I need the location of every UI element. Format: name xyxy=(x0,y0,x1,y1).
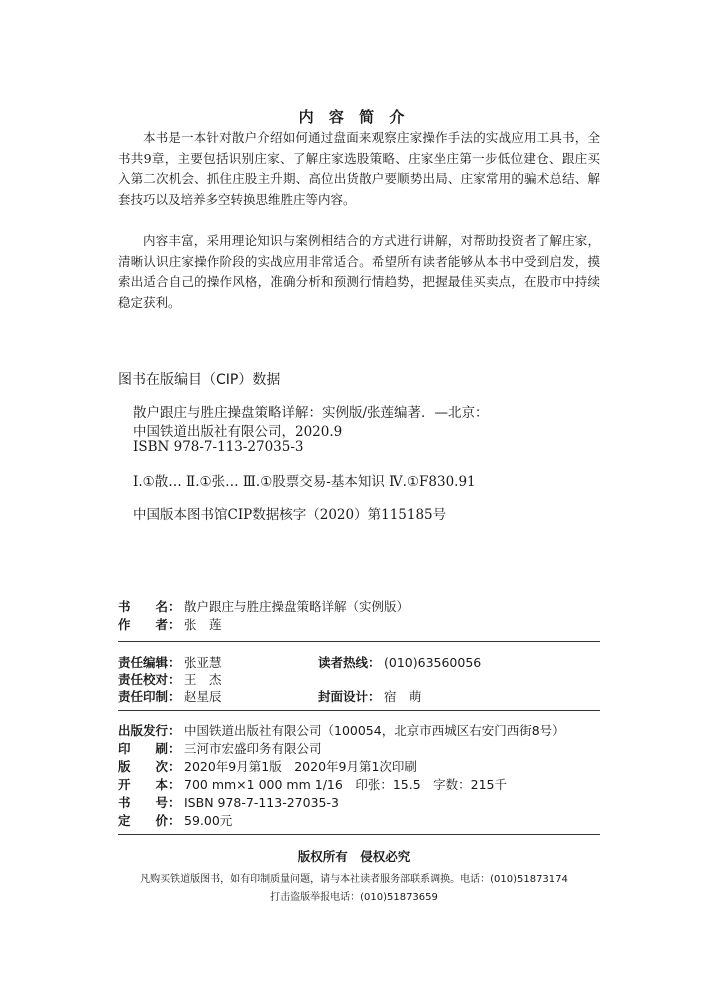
cover-design-value: 宿 萌 xyxy=(384,689,422,704)
editor-value: 张亚慧 xyxy=(184,655,222,670)
summary-title: 内 容 简 介 xyxy=(298,108,410,126)
book-title-value: 散户跟庄与胜庄操盘策略详解（实例版） xyxy=(184,599,410,614)
cip-line-cip-number: 中国版本图书馆CIP数据核字（2020）第115185号 xyxy=(133,507,447,523)
printer-row xyxy=(118,739,322,757)
book-author-label: 作 者： xyxy=(118,617,181,632)
publisher-row xyxy=(118,721,565,739)
divider-1 xyxy=(118,641,600,642)
printer-label: 印 刷： xyxy=(118,741,181,756)
format-label: 开 本： xyxy=(118,777,181,792)
printer-value: 三河市宏盛印务有限公司 xyxy=(184,741,322,756)
hotline-label: 读者热线： xyxy=(318,655,381,670)
print-supervisor-label: 责任印制： xyxy=(118,689,181,704)
edition-value: 2020年9月第1版 2020年9月第1次印刷 xyxy=(184,759,417,774)
cip-title: 图书在版编目（CIP）数据 xyxy=(118,372,281,388)
book-title-label: 书 名： xyxy=(118,599,181,614)
price-value: 59.00元 xyxy=(184,813,233,828)
isbn-row xyxy=(118,793,339,811)
cip-line-classification: Ⅰ.①散… Ⅱ.①张… Ⅲ.①股票交易-基本知识 Ⅳ.①F830.91 xyxy=(133,474,476,490)
format-value: 700 mm×1 000 mm 1/16 印张：15.5 字数：215千 xyxy=(184,777,508,792)
divider-2 xyxy=(118,710,600,711)
isbn-value: ISBN 978-7-113-27035-3 xyxy=(184,795,339,810)
book-title-row xyxy=(118,597,409,615)
proofreader-row xyxy=(118,670,222,688)
publisher-value: 中国铁道出版社有限公司（100054，北京市西城区右安门西街8号） xyxy=(184,723,565,738)
cip-line-isbn: ISBN 978-7-113-27035-3 xyxy=(133,439,304,455)
summary-paragraph-2: 内容丰富，采用理论知识与案例相结合的方式进行讲解，对帮助投资者了解庄家，清晰认识庄家操作阶段的实战应用非常适合。希望所有读者能够从本书中受到启发，摸索出适合自己的操作风格，准确分析和预测行情趋势，把握最佳买卖点，在股市中持续稳定获利。 xyxy=(118,233,600,310)
quality-notice: 凡购买铁道版图书，如有印制质量问题，请与本社读者服务部联系调换。电话：(010)51873174 xyxy=(140,874,568,885)
hotline-value: (010)63560056 xyxy=(384,655,482,670)
cip-line-title: 散户跟庄与胜庄操盘策略详解：实例版/张莲编著．—北京： xyxy=(133,405,489,421)
proofreader-value: 王 杰 xyxy=(184,672,222,687)
price-label: 定 价： xyxy=(118,813,181,828)
cover-design-row xyxy=(318,687,422,705)
editor-row xyxy=(118,653,222,671)
edition-row xyxy=(118,757,417,775)
summary-paragraph-1: 本书是一本针对散户介绍如何通过盘面来观察庄家操作手法的实战应用工具书，全书共9章，主要包括识别庄家、了解庄家选股策略、庄家坐庄第一步低位建仓、跟庄买入第二次机会、抓住庄股主升期、高位出货散户要顺势出局、庄家常用的骗术总结、解套技巧以及培养多空转换思维胜庄等内容。 xyxy=(118,130,600,207)
format-row xyxy=(118,775,507,793)
publisher-label: 出版发行： xyxy=(118,723,181,738)
editor-label: 责任编辑： xyxy=(118,655,181,670)
cover-design-label: 封面设计： xyxy=(318,689,381,704)
divider-3 xyxy=(118,834,600,835)
edition-label: 版 次： xyxy=(118,759,181,774)
cip-line-publisher: 中国铁道出版社有限公司，2020.9 xyxy=(133,424,343,440)
book-author-row xyxy=(118,615,222,633)
piracy-hotline: 打击盗版举报电话：(010)51873659 xyxy=(270,892,438,903)
print-supervisor-value: 赵星辰 xyxy=(184,689,222,704)
print-supervisor-row xyxy=(118,687,222,705)
book-author-value: 张 莲 xyxy=(184,617,222,632)
proofreader-label: 责任校对： xyxy=(118,672,181,687)
price-row xyxy=(118,811,232,829)
hotline-row xyxy=(318,653,481,671)
copyright-notice: 版权所有 侵权必究 xyxy=(297,849,411,864)
isbn-label: 书 号： xyxy=(118,795,181,810)
